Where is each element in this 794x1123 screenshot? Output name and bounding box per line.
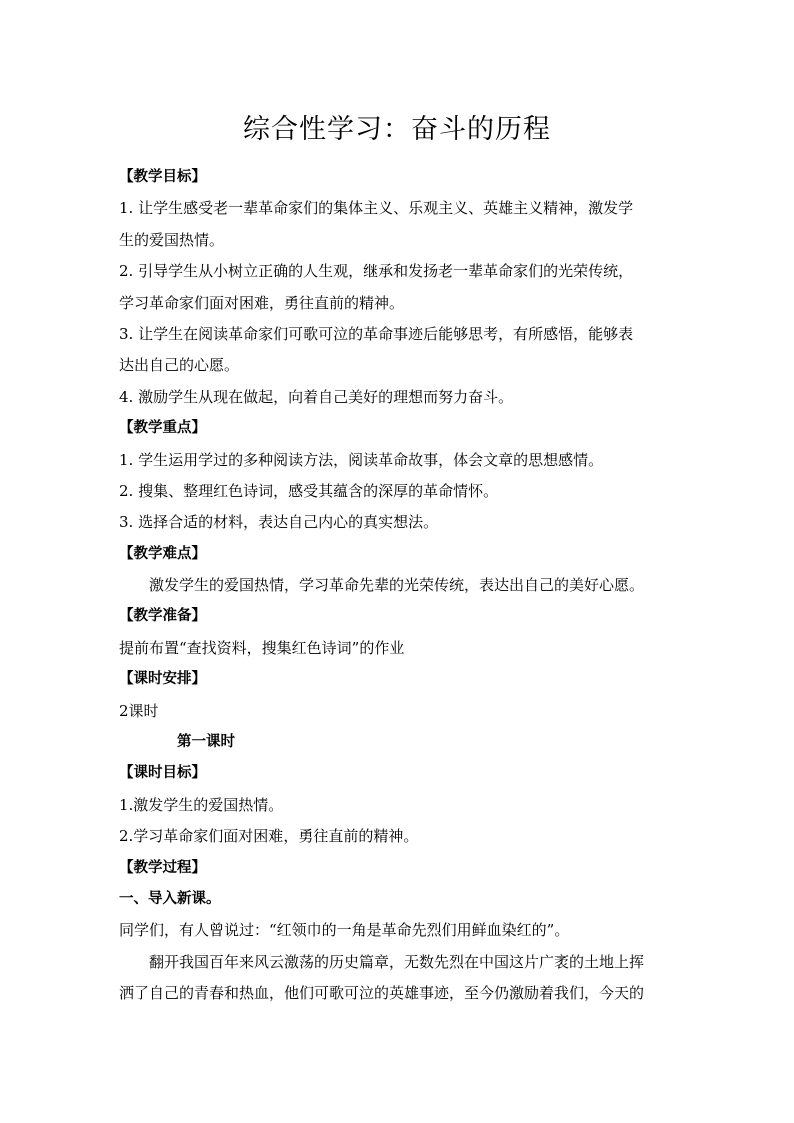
paragraph-line: 学习革命家们面对困难，勇往直前的精神。 xyxy=(119,293,405,312)
step-heading-intro: 一、导入新课。 xyxy=(119,890,221,907)
paragraph-line: 2课时 xyxy=(119,701,159,720)
paragraph-line: 1. 让学生感受老一辈革命家们的集体主义、乐观主义、英雄主义精神，激发学 xyxy=(119,199,634,218)
paragraph-line: 同学们，有人曾说过：“红领巾的一角是革命先烈们用鲜血染红的”。 xyxy=(119,921,570,940)
section-heading-lesson-objectives: 【课时目标】 xyxy=(119,765,206,782)
section-heading-process: 【教学过程】 xyxy=(119,859,206,876)
section-heading-preparation: 【教学准备】 xyxy=(119,608,206,625)
paragraph-line: 2. 搜集、整理红色诗词，感受其蕴含的深厚的革命情怀。 xyxy=(119,481,499,500)
paragraph-line: 生的爱国热情。 xyxy=(119,230,225,249)
paragraph-line: 1. 学生运用学过的多种阅读方法，阅读革命故事，体会文章的思想感情。 xyxy=(119,450,604,469)
section-heading-key-points: 【教学重点】 xyxy=(119,420,206,437)
paragraph-line: 1.激发学生的爱国热情。 xyxy=(119,795,284,814)
paragraph-line: 翻开我国百年来风云激荡的历史篇章，无数先烈在中国这片广袤的土地上挥 xyxy=(149,952,645,971)
section-heading-difficulties: 【教学难点】 xyxy=(119,545,206,562)
paragraph-line: 达出自己的心愿。 xyxy=(119,356,240,375)
section-heading-objectives: 【教学目标】 xyxy=(119,169,206,185)
paragraph-line: 激发学生的爱国热情，学习革命先辈的光荣传统，表达出自己的美好心愿。 xyxy=(149,576,645,595)
paragraph-line: 2. 引导学生从小树立正确的人生观，继承和发扬老一辈革命家们的光荣传统， xyxy=(119,262,634,281)
document-body xyxy=(119,162,681,1010)
lesson-subtitle: 第一课时 xyxy=(177,734,235,751)
document-title: 综合性学习：奋斗的历程 xyxy=(243,114,551,145)
paragraph-line: 3. 选择合适的材料，表达自己内心的真实想法。 xyxy=(119,513,439,532)
paragraph-line: 3. 让学生在阅读革命家们可歌可泣的革命事迹后能够思考，有所感悟，能够表 xyxy=(119,324,634,343)
paragraph-line: 2.学习革命家们面对困难，勇往直前的精神。 xyxy=(119,827,419,846)
section-heading-schedule: 【课时安排】 xyxy=(119,671,206,688)
paragraph-line: 4. 激励学生从现在做起，向着自己美好的理想而努力奋斗。 xyxy=(119,387,514,406)
paragraph-line: 洒了自己的青春和热血，他们可歌可泣的英雄事迹，至今仍激励着我们，今天的 xyxy=(119,984,645,1003)
paragraph-line: 提前布置“查找资料，搜集红色诗词”的作业 xyxy=(119,638,405,657)
